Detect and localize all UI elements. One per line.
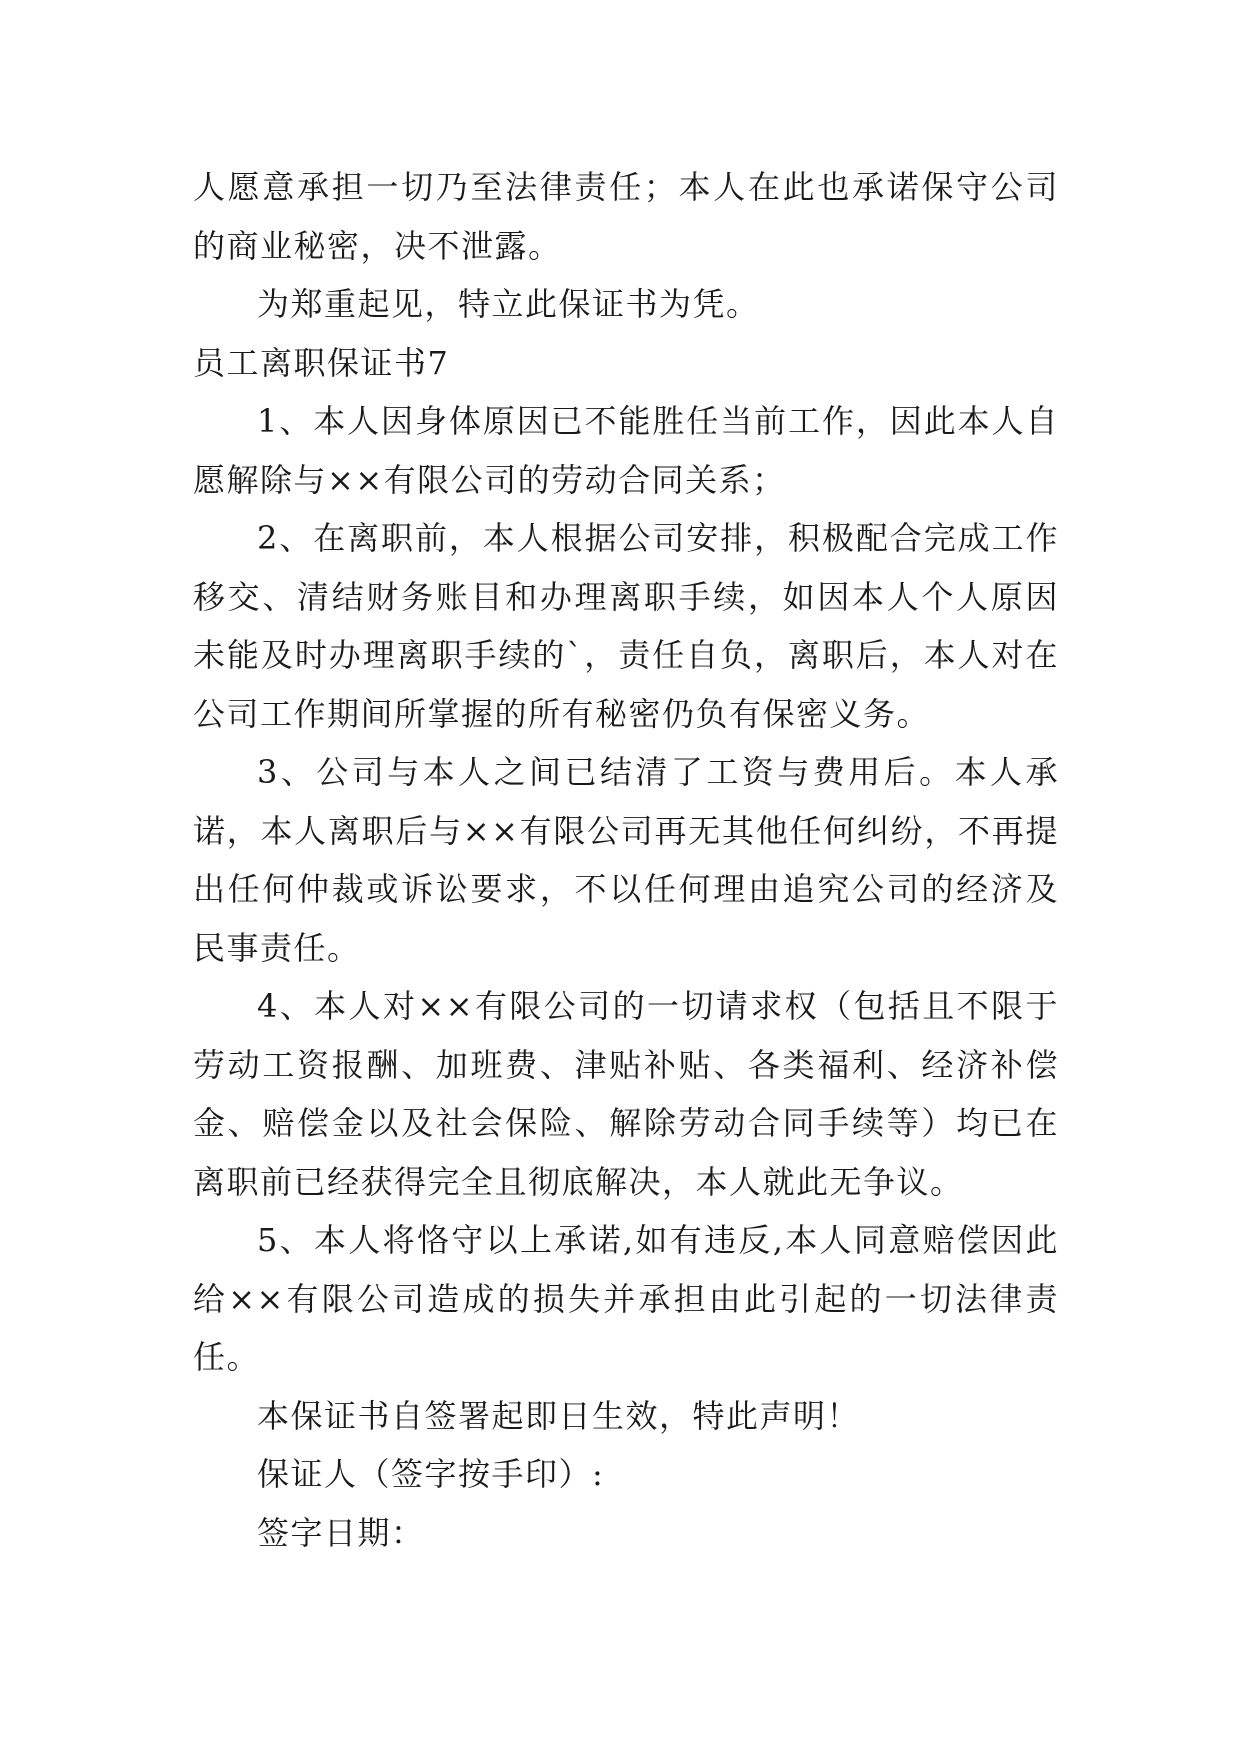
clause-3: 3、公司与本人之间已结清了工资与费用后。本人承诺，本人离职后与××有限公司再无其他任何纠纷，不再提出任何仲裁或诉讼要求，不以任何理由追究公司的经济及民事责任。	[193, 753, 1059, 967]
signature-date-line: 签字日期：	[257, 1513, 425, 1552]
clause-5: 5、本人将恪守以上承诺,如有违反,本人同意赔偿因此给××有限公司造成的损失并承担由此引起的一切法律责任。	[193, 1221, 1059, 1376]
paragraph-continuation: 人愿意承担一切乃至法律责任；本人在此也承诺保守公司的商业秘密，决不泄露。	[193, 168, 1059, 265]
paragraph-closing-statement: 为郑重起见，特立此保证书为凭。	[257, 285, 760, 323]
document-body	[193, 158, 1059, 1562]
clause-4: 4、本人对××有限公司的一切请求权（包括且不限于劳动工资报酬、加班费、津贴补贴、各类福利、经济补偿金、赔偿金以及社会保险、解除劳动合同手续等）均已在离职前已经获得完全且彻底解决，本人就此无争议。	[193, 987, 1059, 1201]
effective-statement: 本保证书自签署起即日生效，特此声明！	[257, 1396, 861, 1435]
clause-2: 2、在离职前，本人根据公司安排，积极配合完成工作移交、清结财务账目和办理离职手续，如因本人个人原因未能及时办理离职手续的`，责任自负，离职后，本人对在公司工作期间所掌握的所有秘密仍负有保密义务。	[193, 519, 1059, 733]
guarantor-signature-line: 保证人（签字按手印）:	[257, 1455, 605, 1493]
section-title: 员工离职保证书7	[193, 343, 450, 382]
clause-1: 1、本人因身体原因已不能胜任当前工作，因此本人自愿解除与××有限公司的劳动合同关系；	[193, 402, 1059, 499]
